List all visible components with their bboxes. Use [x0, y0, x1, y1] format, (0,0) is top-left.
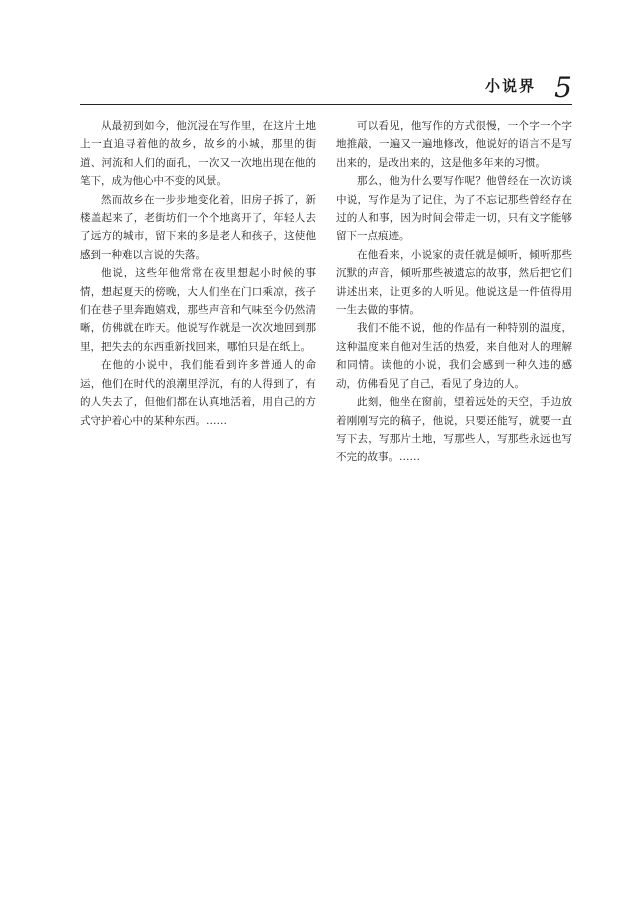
- paragraph: 可以看见，他写作的方式很慢，一个字一个字地推敲，一遍又一遍地修改，他说好的语言不是写出来的，是改出来的，这是他多年来的习惯。: [336, 120, 572, 169]
- page-header: [80, 68, 572, 102]
- page-number: 5: [554, 71, 572, 104]
- paragraph: 在他的小说中，我们能看到许多普通人的命运，他们在时代的浪潮里浮沉，有的人得到了，有的人失去了，但他们都在认真地活着，用自己的方式守护着心中的某种东西。……: [80, 359, 316, 427]
- paragraph: 他说，这些年他常常在夜里想起小时候的事情，想起夏天的傍晚，大人们坐在门口乘凉，孩子们在巷子里奔跑嬉戏，那些声音和气味至今仍然清晰，仿佛就在昨天。他说写作就是一次次地回到那里，把失去的东西重新找回来，哪怕只是在纸上。: [80, 267, 316, 353]
- header-rule: [80, 104, 572, 105]
- paragraph: 然而故乡在一步步地变化着，旧房子拆了，新楼盖起来了，老街坊们一个个地离开了，年轻人去了远方的城市，留下来的多是老人和孩子，这使他感到一种难以言说的失落。: [80, 193, 316, 261]
- paragraph: 那么，他为什么要写作呢？他曾经在一次访谈中说，写作是为了记住，为了不忘记那些曾经存在过的人和事，因为时间会带走一切，只有文字能够留下一点痕迹。: [336, 175, 572, 243]
- left-column: [80, 117, 316, 887]
- paragraph: 我们不能不说，他的作品有一种特别的温度，这种温度来自他对生活的热爱，来自他对人的理解和同情。读他的小说，我们会感到一种久违的感动，仿佛看见了自己，看见了身边的人。: [336, 322, 572, 390]
- paragraph: 此刻，他坐在窗前，望着远处的天空，手边放着刚刚写完的稿子，他说，只要还能写，就要一直写下去，写那片土地，写那些人，写那些永远也写不完的故事。……: [336, 396, 572, 464]
- running-head: 小说界: [484, 77, 536, 95]
- paragraph: 在他看来，小说家的责任就是倾听，倾听那些沉默的声音，倾听那些被遗忘的故事，然后把它们讲述出来，让更多的人听见。他说这是一件值得用一生去做的事情。: [336, 248, 572, 317]
- right-column: [336, 117, 572, 887]
- paragraph: 从最初到如今，他沉浸在写作里，在这片土地上一直追寻着他的故乡，故乡的小城，那里的街道、河流和人们的面孔，一次又一次地出现在他的笔下，成为他心中不变的风景。: [80, 120, 316, 188]
- article-body: [80, 117, 572, 887]
